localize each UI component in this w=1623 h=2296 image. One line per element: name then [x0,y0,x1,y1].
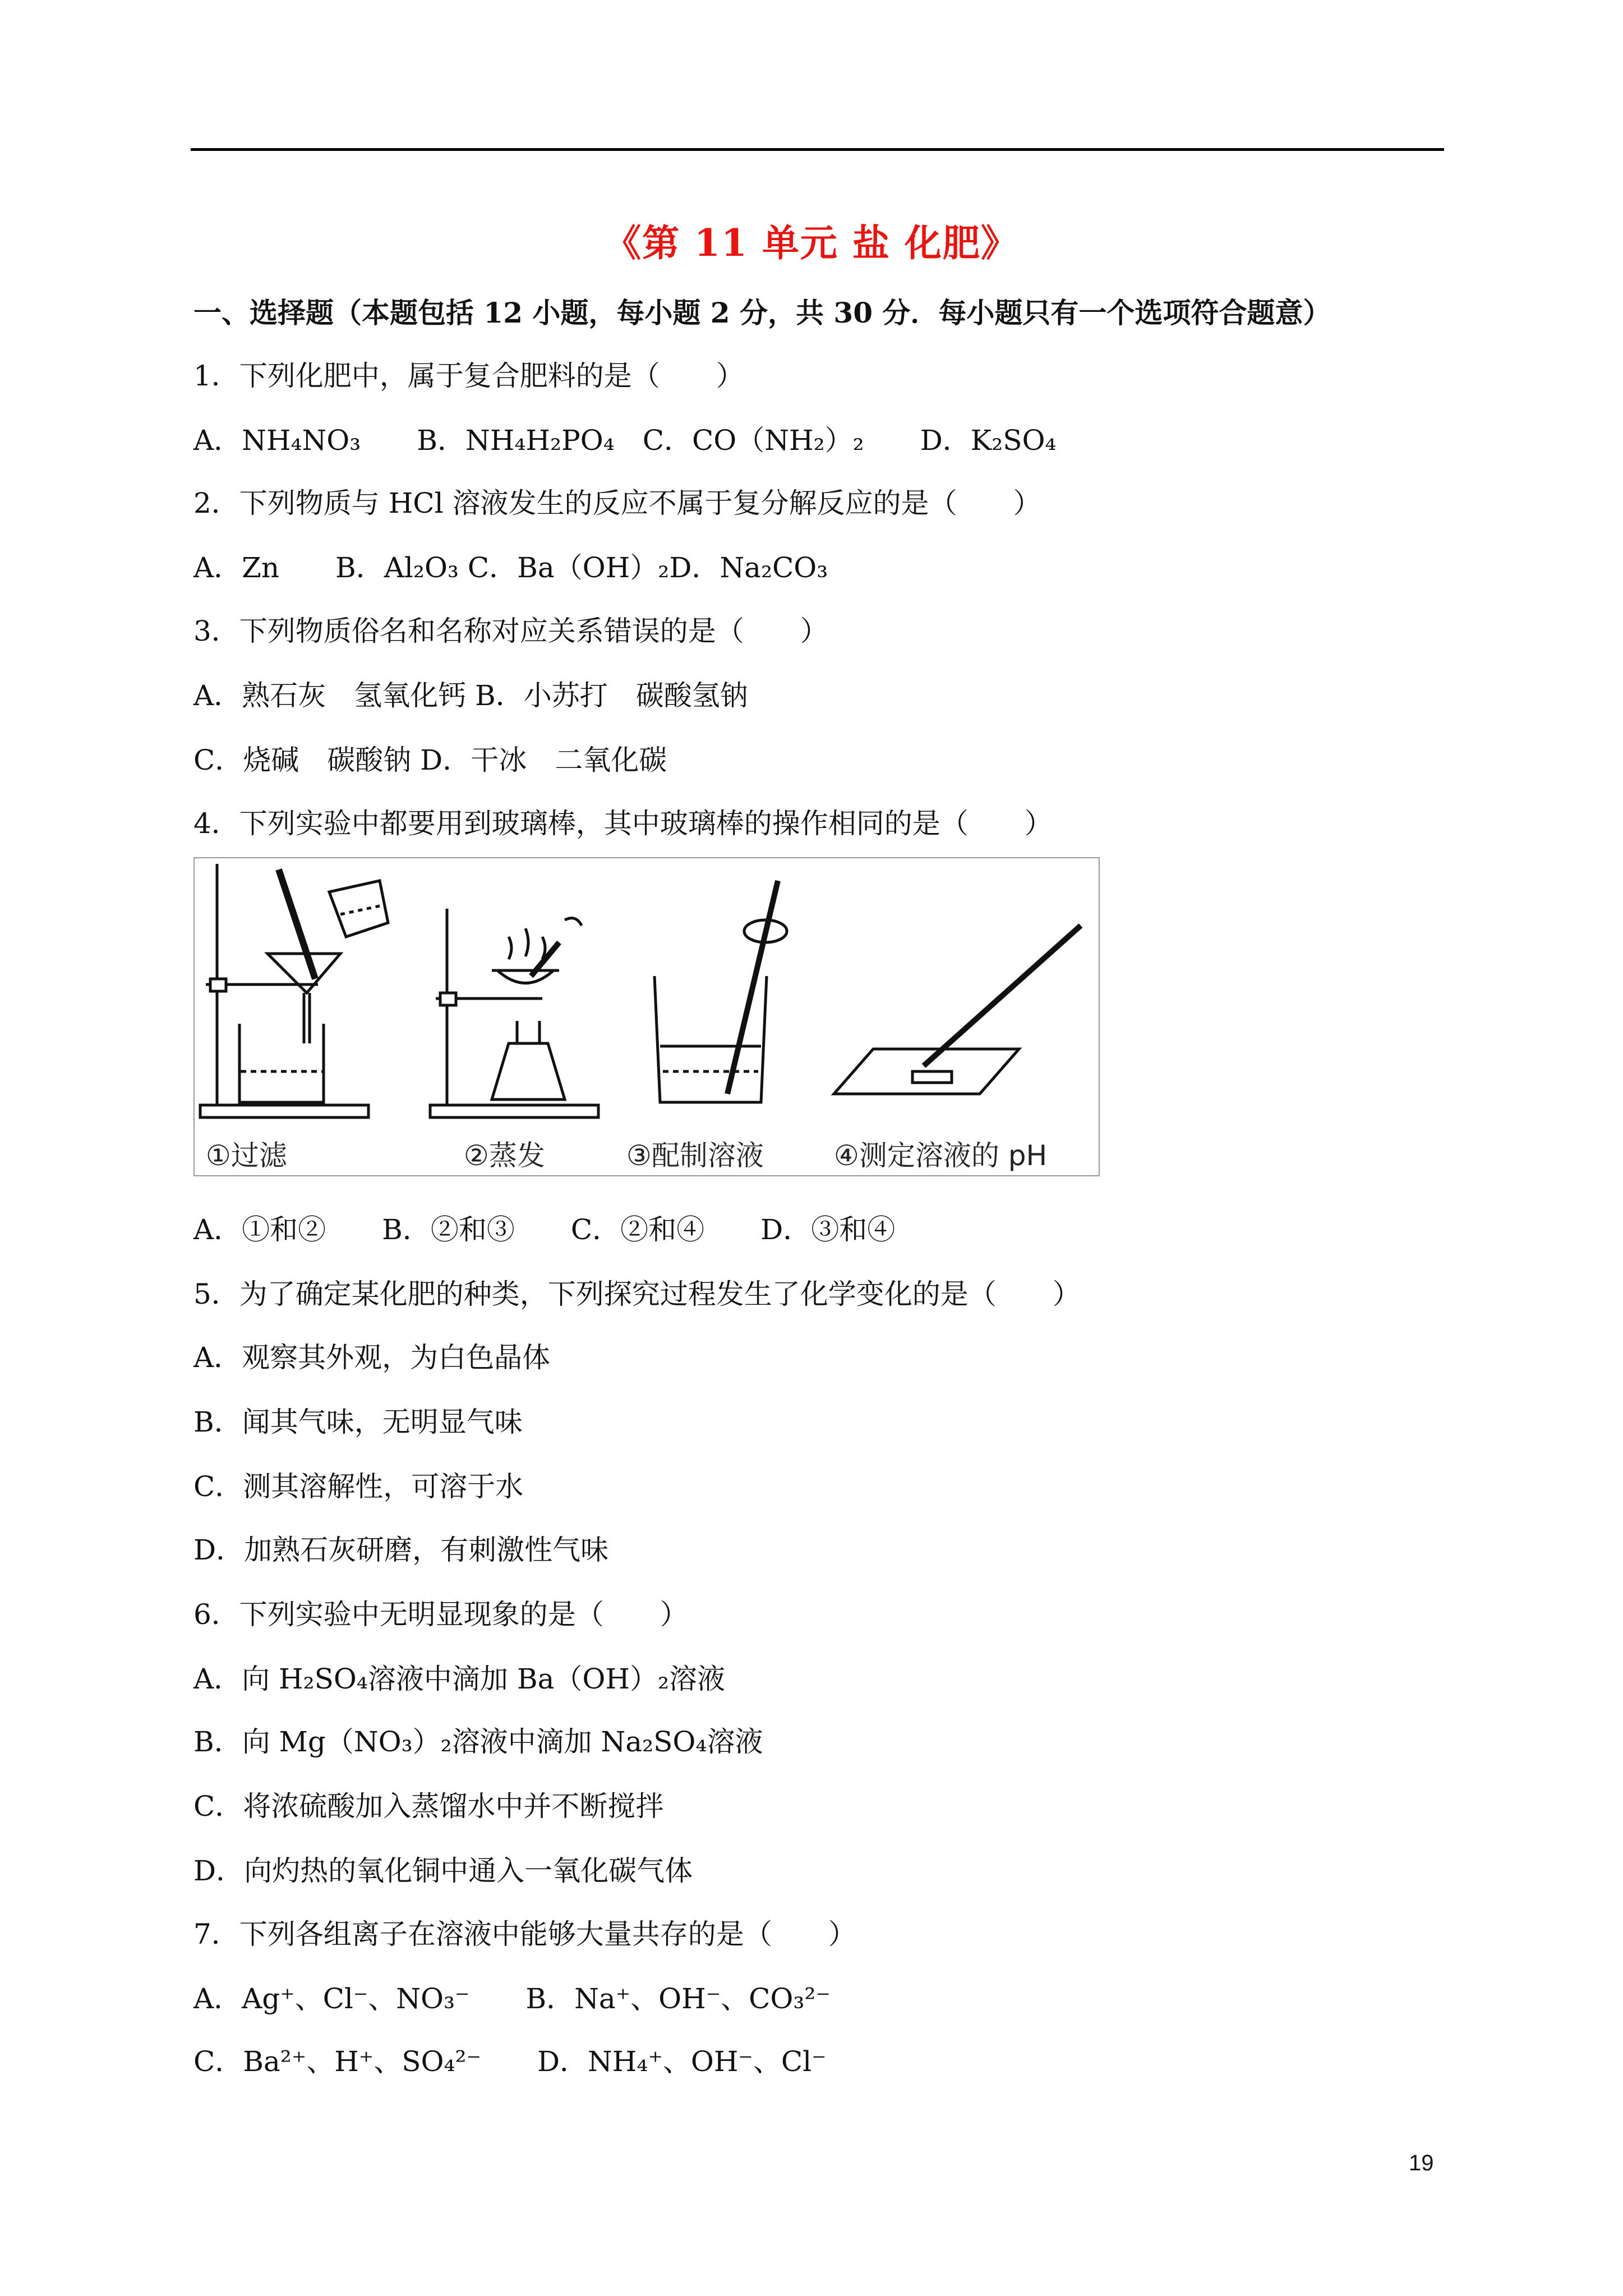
caption-filtration: ①过滤 [206,1139,287,1172]
question-5-option-a: A．观察其外观，为白色晶体 [193,1341,551,1374]
caption-measure-ph: ④测定溶液的 pH [834,1139,1048,1172]
question-7-options-cd: C．Ba²⁺、H⁺、SO₄²⁻ D．NH₄⁺、OH⁻、Cl⁻ [193,2045,827,2078]
question-5-option-d: D．加熟石灰研磨，有刺激性气味 [193,1534,609,1566]
question-4: 4．下列实验中都要用到玻璃棒，其中玻璃棒的操作相同的是（ ） [193,807,1053,840]
question-6: 6．下列实验中无明显现象的是（ ） [193,1598,688,1631]
question-2: 2．下列物质与 HCl 溶液发生的反应不属于复分解反应的是（ ） [193,487,1041,519]
question-1-options: A．NH₄NO₃ B．NH₄H₂PO₄ C．CO（NH₂）₂ D．K₂SO₄ [193,424,1057,457]
apparatus-drawing [195,858,1099,1175]
question-5: 5．为了确定某化肥的种类，下列探究过程发生了化学变化的是（ ） [193,1278,1081,1310]
header-rule [191,148,1444,151]
question-7-options-ab: A．Ag⁺、Cl⁻、NO₃⁻ B．Na⁺、OH⁻、CO₃²⁻ [193,1982,831,2015]
page-number: 19 [1409,2151,1434,2175]
question-6-option-c: C．将浓硫酸加入蒸馏水中并不断搅拌 [193,1790,664,1823]
question-2-options: A．Zn B．Al₂O₃ C．Ba（OH）₂D．Na₂CO₃ [193,551,828,584]
question-6-option-b: B．向 Mg（NO₃）₂溶液中滴加 Na₂SO₄溶液 [193,1726,763,1758]
question-5-option-b: B．闻其气味，无明显气味 [193,1406,523,1438]
question-3-options-ab: A．熟石灰 氢氧化钙 B．小苏打 碳酸氢钠 [193,679,748,712]
section-heading: 一、选择题（本题包括 12 小题，每小题 2 分，共 30 分．每小题只有一个选项符合题意） [193,296,1331,329]
question-7: 7．下列各组离子在溶液中能够大量共存的是（ ） [193,1918,856,1950]
question-4-options: A．①和② B．②和③ C．②和④ D．③和④ [193,1213,896,1246]
question-3-options-cd: C．烧碱 碳酸钠 D．干冰 二氧化碳 [193,744,667,776]
lab-apparatus-figure [193,857,1100,1176]
caption-evaporation: ②蒸发 [464,1139,545,1172]
question-5-option-c: C．测其溶解性，可溶于水 [193,1470,524,1503]
question-6-option-d: D．向灼热的氧化铜中通入一氧化碳气体 [193,1855,693,1887]
page-title: 《第 11 单元 盐 化肥》 [604,221,1019,265]
question-6-option-a: A．向 H₂SO₄溶液中滴加 Ba（OH）₂溶液 [193,1663,726,1695]
question-3: 3．下列物质俗名和名称对应关系错误的是（ ） [193,615,828,647]
caption-prepare-solution: ③配制溶液 [626,1139,764,1172]
question-1: 1．下列化肥中，属于复合肥料的是（ ） [193,360,744,392]
